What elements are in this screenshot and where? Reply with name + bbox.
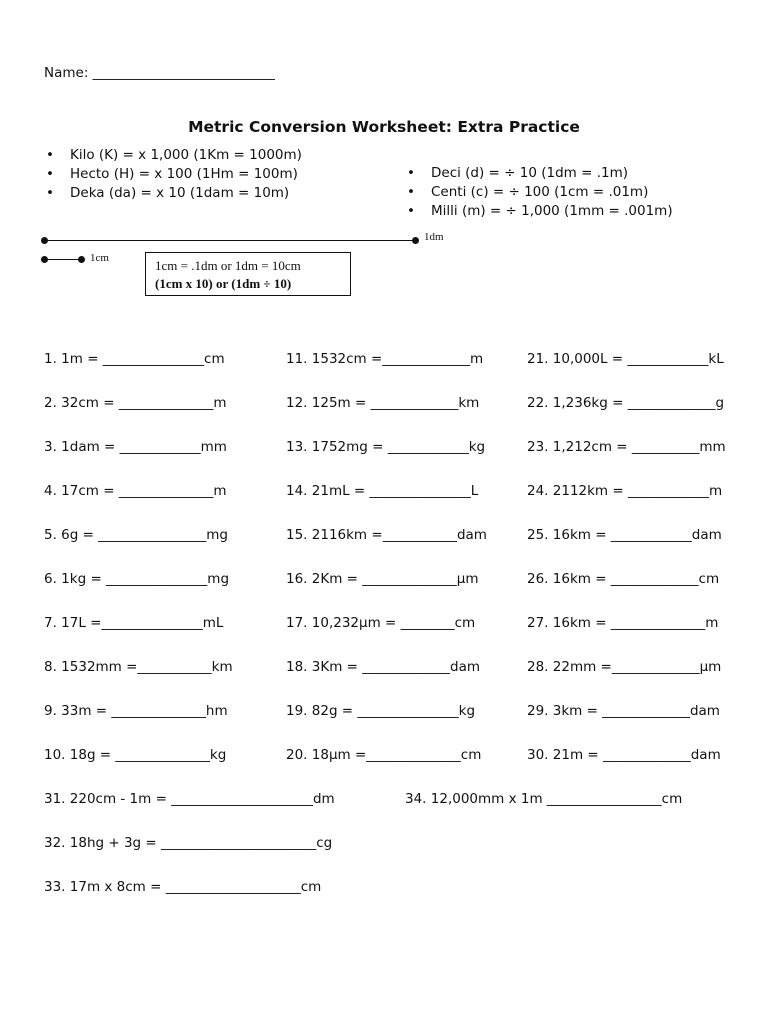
problem-item: 9. 33m = ______________hm bbox=[44, 703, 228, 719]
prefix-list-divide bbox=[405, 164, 673, 221]
problem-item: 26. 16km = _____________cm bbox=[527, 571, 720, 587]
problem-item: 12. 125m = _____________km bbox=[286, 395, 480, 411]
problem-item: 21. 10,000L = ____________kL bbox=[527, 351, 724, 367]
problem-item: 7. 17L =_______________mL bbox=[44, 615, 224, 631]
problem-item: 33. 17m x 8cm = ____________________cm bbox=[44, 879, 322, 895]
problem-item: 1. 1m = _______________cm bbox=[44, 351, 225, 367]
cm-line-end-dot bbox=[78, 256, 85, 263]
prefix-item-deci: • Deci (d) = ÷ 10 (1dm = .1m) bbox=[407, 165, 629, 181]
prefix-list-multiply bbox=[44, 146, 302, 203]
worksheet-title: Metric Conversion Worksheet: Extra Practice bbox=[188, 118, 580, 136]
bullet-icon: • bbox=[407, 184, 415, 200]
bullet-icon: • bbox=[407, 165, 415, 181]
prefix-item-kilo: • Kilo (K) = x 1,000 (1Km = 1000m) bbox=[46, 147, 302, 163]
bullet-icon: • bbox=[46, 166, 54, 182]
problem-item: 19. 82g = _______________kg bbox=[286, 703, 476, 719]
problem-item: 13. 1752mg = ____________kg bbox=[286, 439, 486, 455]
problem-item: 30. 21m = _____________dam bbox=[527, 747, 721, 763]
problem-item: 29. 3km = _____________dam bbox=[527, 703, 720, 719]
problem-item: 2. 32cm = ______________m bbox=[44, 395, 227, 411]
problem-item: 11. 1532cm =_____________m bbox=[286, 351, 484, 367]
problem-item: 5. 6g = ________________mg bbox=[44, 527, 228, 543]
problem-item: 27. 16km = ______________m bbox=[527, 615, 719, 631]
bullet-icon: • bbox=[46, 185, 54, 201]
problem-item: 10. 18g = ______________kg bbox=[44, 747, 227, 763]
dm-scale-line bbox=[44, 240, 416, 241]
prefix-item-hecto: • Hecto (H) = x 100 (1Hm = 100m) bbox=[46, 166, 298, 182]
problem-item: 22. 1,236kg = _____________g bbox=[527, 395, 725, 411]
problem-item: 31. 220cm - 1m = _____________________dm bbox=[44, 791, 335, 807]
name-field-label: Name: ___________________________ bbox=[44, 65, 275, 81]
dm-line-end-dot bbox=[412, 237, 419, 244]
problem-item: 20. 18µm =______________cm bbox=[286, 747, 482, 763]
prefix-item-milli: • Milli (m) = ÷ 1,000 (1mm = .001m) bbox=[407, 203, 673, 219]
problem-item: 6. 1kg = _______________mg bbox=[44, 571, 230, 587]
prefix-item-deka: • Deka (da) = x 10 (1dam = 10m) bbox=[46, 185, 290, 201]
problem-item: 4. 17cm = ______________m bbox=[44, 483, 227, 499]
bullet-icon: • bbox=[46, 147, 54, 163]
problem-item: 8. 1532mm =___________km bbox=[44, 659, 233, 675]
dm-scale-label: 1dm bbox=[424, 231, 444, 243]
bullet-icon: • bbox=[407, 203, 415, 219]
problem-item: 14. 21mL = _______________L bbox=[286, 483, 479, 499]
problem-item: 18. 3Km = _____________dam bbox=[286, 659, 480, 675]
conversion-note-line2: (1cm x 10) or (1dm ÷ 10) bbox=[155, 276, 292, 291]
problem-item: 34. 12,000mm x 1m _________________cm bbox=[405, 791, 683, 807]
problem-item: 15. 2116km =___________dam bbox=[286, 527, 487, 543]
problem-item: 16. 2Km = ______________µm bbox=[286, 571, 479, 587]
prefix-item-centi: • Centi (c) = ÷ 100 (1cm = .01m) bbox=[407, 184, 649, 200]
cm-scale-line bbox=[44, 259, 81, 260]
problem-item: 3. 1dam = ____________mm bbox=[44, 439, 227, 455]
problem-item: 25. 16km = ____________dam bbox=[527, 527, 722, 543]
conversion-note-line1: 1cm = .1dm or 1dm = 10cm bbox=[155, 258, 301, 273]
problem-item: 28. 22mm =_____________µm bbox=[527, 659, 722, 675]
problem-item: 17. 10,232µm = ________cm bbox=[286, 615, 476, 631]
problem-item: 24. 2112km = ____________m bbox=[527, 483, 723, 499]
problem-item: 23. 1,212cm = __________mm bbox=[527, 439, 726, 455]
problem-item: 32. 18hg + 3g = _______________________cg bbox=[44, 835, 333, 851]
cm-scale-label: 1cm bbox=[90, 252, 109, 264]
conversion-note-box bbox=[145, 252, 351, 296]
